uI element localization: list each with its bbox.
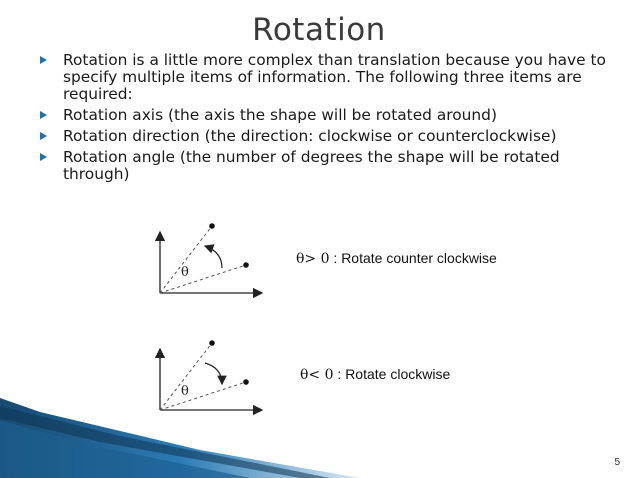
theta-label: θ: [181, 384, 189, 399]
page-number: 5: [614, 457, 620, 468]
original-ray: [160, 343, 212, 410]
rotated-point: [243, 379, 249, 385]
bullet-text: Rotation angle (the number of degrees the shape will be rotated through): [63, 148, 560, 183]
bullet-text: Rotation is a little more complex than translation because you have to specify multiple items of information. The following three items are required:: [63, 51, 606, 103]
condition-text: θ> 0: [296, 251, 330, 267]
bullet-text: Rotation direction (the direction: clockwise or counterclockwise): [63, 127, 557, 145]
bullet-text: Rotation axis (the axis the shape will be rotated around): [63, 106, 497, 124]
condition-text: θ< 0: [300, 367, 334, 383]
theta-label: θ: [181, 265, 189, 280]
cw-arrow-icon: [205, 363, 222, 384]
description-text: : Rotate counter clockwise: [333, 250, 497, 266]
slide-title: Rotation: [252, 12, 386, 48]
rotated-ray: [160, 382, 246, 410]
description-text: : Rotate clockwise: [337, 366, 451, 382]
original-point: [209, 340, 215, 346]
cw-description: [300, 366, 450, 383]
